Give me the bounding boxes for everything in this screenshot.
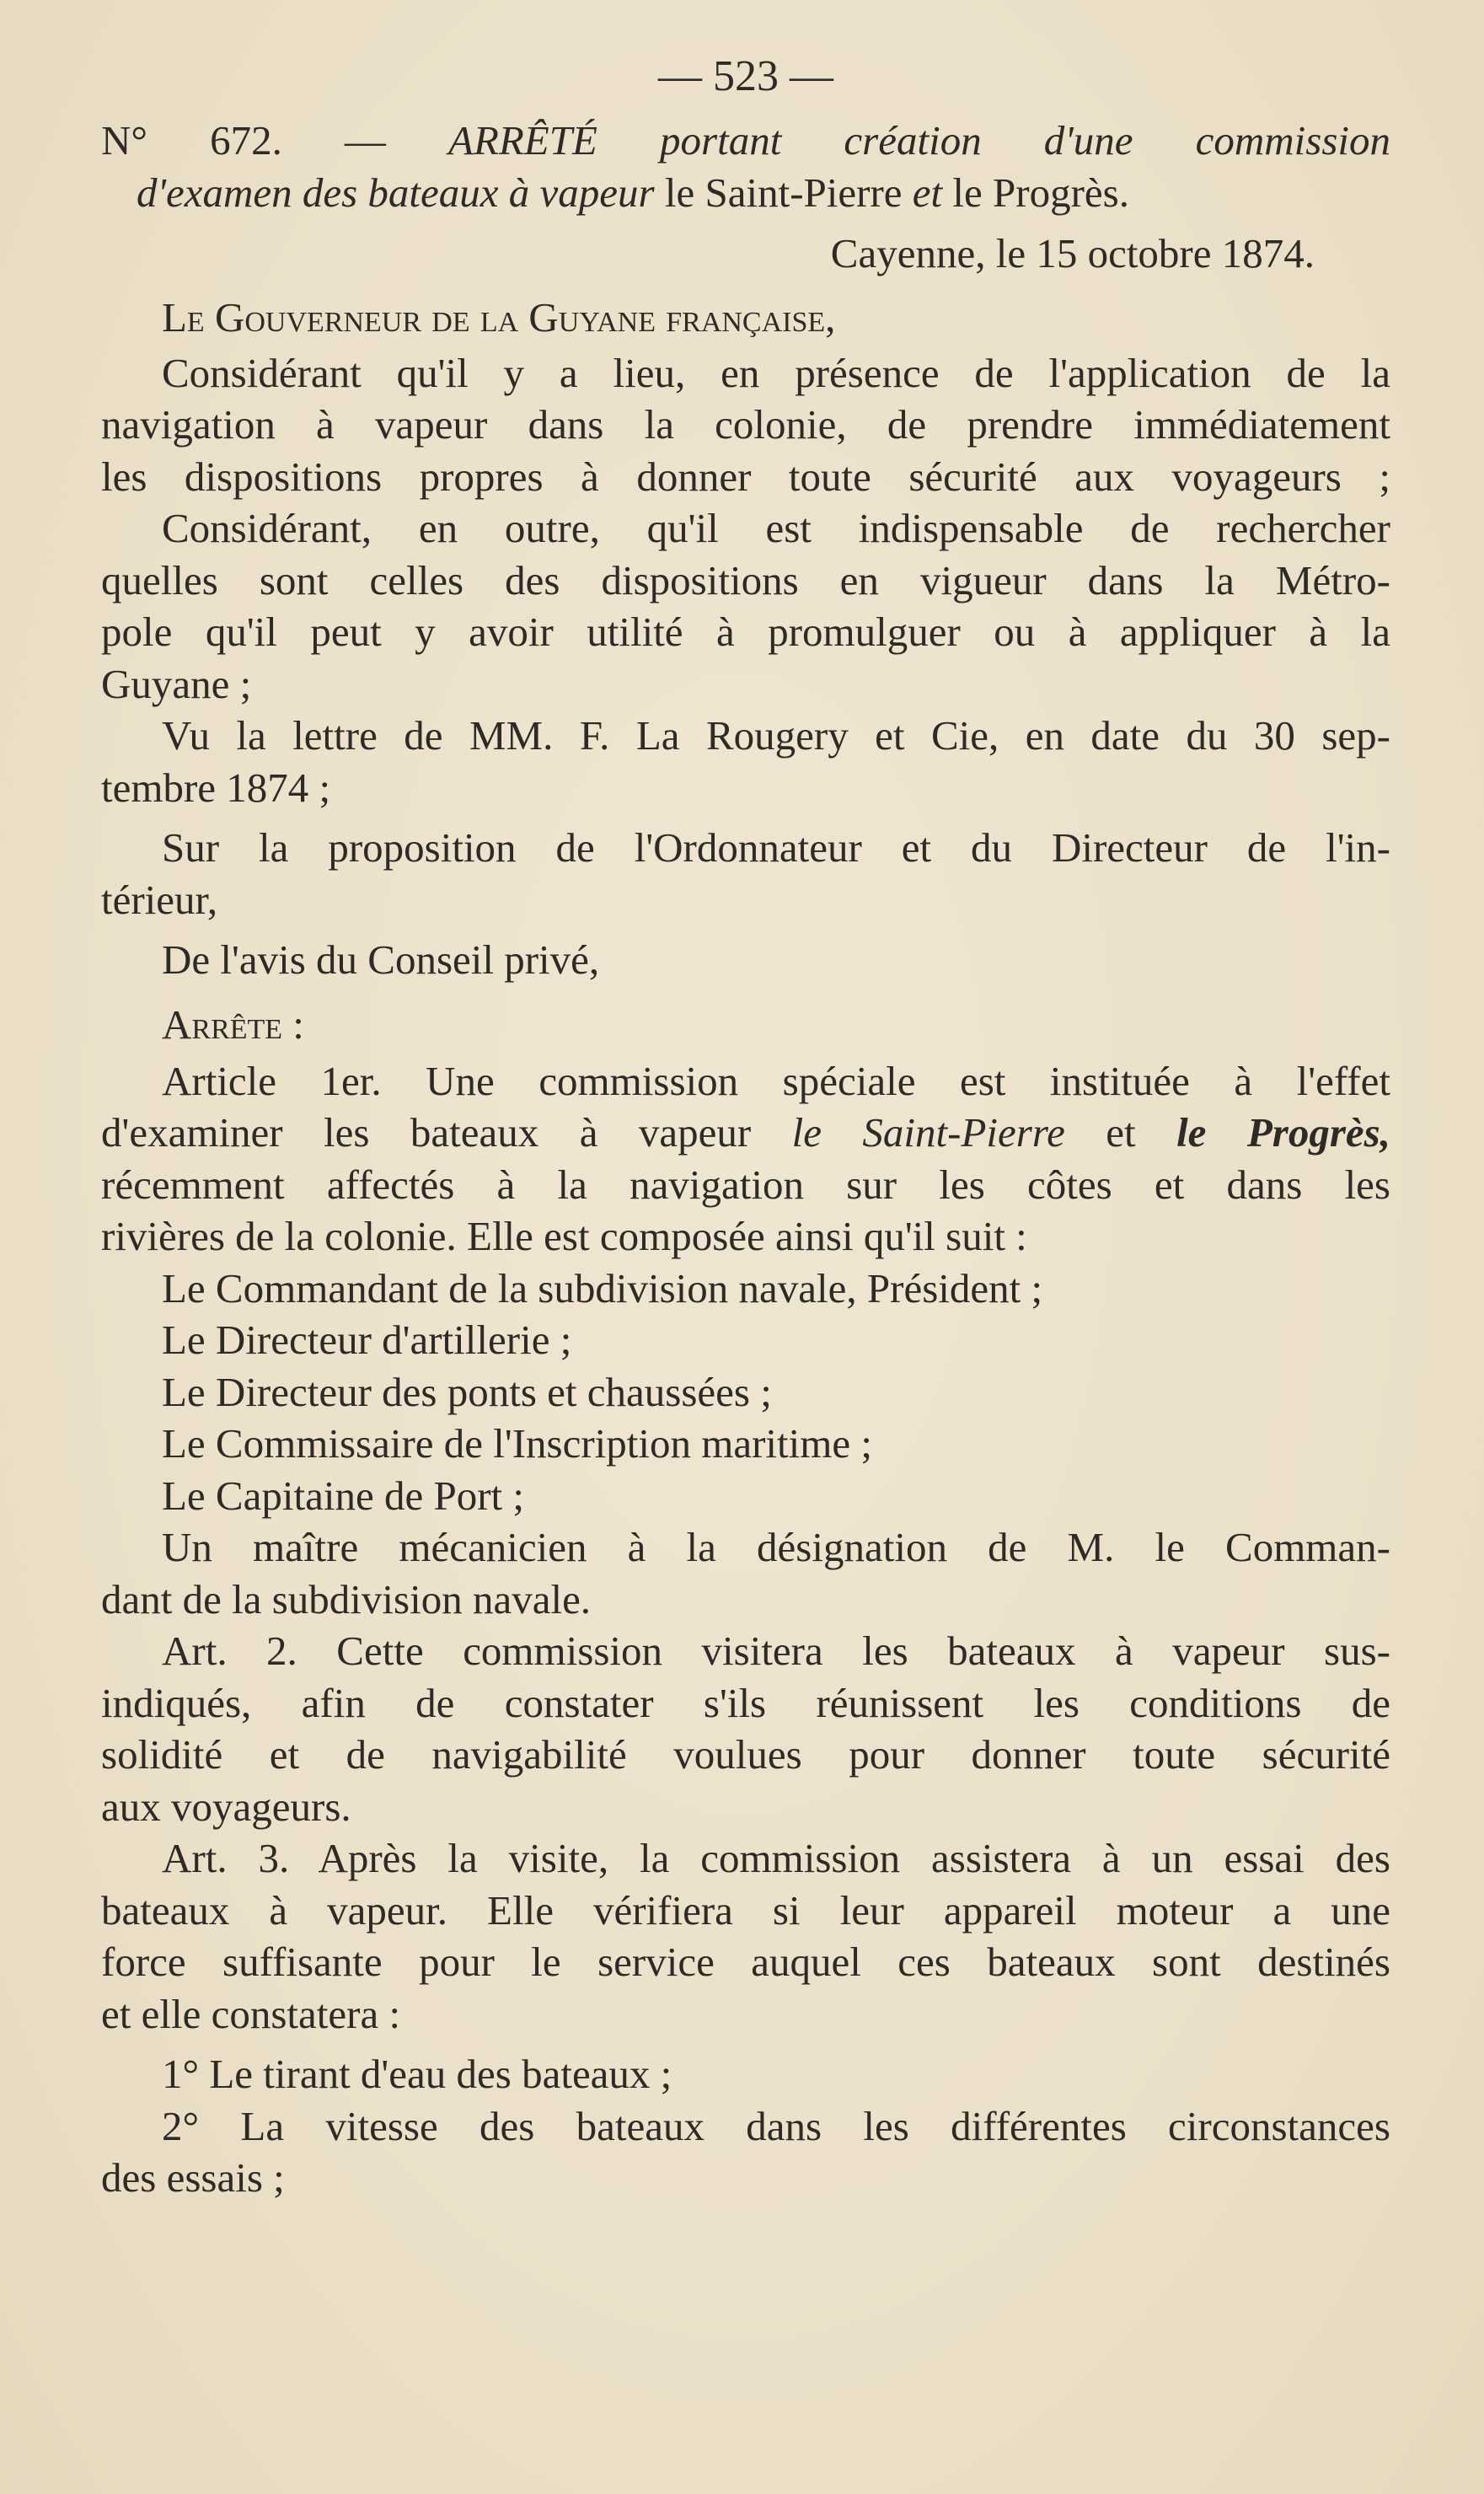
- text-line: indiqués, afin de constater s'ils réunissent les conditions de: [101, 1679, 1390, 1726]
- title-dash: —: [344, 117, 386, 164]
- opening-line: Le Gouverneur de la Guyane française,: [162, 293, 836, 341]
- page-number: — 523 —: [658, 52, 833, 100]
- text-line: Vu la lettre de MM. F. La Rougery et Cie, en date du 30 sep-: [162, 712, 1390, 759]
- title-text-2a: d'examen des bateaux à vapeur: [137, 169, 655, 216]
- text-line: 1° Le tirant d'eau des bateaux ;: [162, 2051, 672, 2097]
- text-line: Le Capitaine de Port ;: [162, 1472, 524, 1519]
- text-line: térieur,: [101, 876, 218, 923]
- text-line: bateaux à vapeur. Elle vérifiera si leur appareil moteur a une: [101, 1886, 1390, 1934]
- text-line: rivières de la colonie. Elle est composée ainsi qu'il suit :: [101, 1213, 1027, 1259]
- text-line: pole qu'il peut y avoir utilité à promulguer ou à appliquer à la: [101, 609, 1390, 655]
- document-body: [101, 51, 1390, 2204]
- text-line: Guyane ;: [101, 660, 252, 707]
- text-fragment: d'examiner les bateaux à vapeur: [101, 1109, 792, 1156]
- decree-number: N° 672.: [101, 117, 282, 164]
- text-line: les dispositions propres à donner toute sécurité aux voyageurs ;: [101, 453, 1390, 500]
- title-boat-2: le Progrès.: [952, 169, 1129, 216]
- text-line: tembre 1874 ;: [101, 764, 331, 811]
- text-line: Un maître mécanicien à la désignation de M. le Comman-: [162, 1524, 1390, 1570]
- text-line: 2° La vitesse des bateaux dans les différentes circonstances: [162, 2102, 1390, 2149]
- text-line: Le Directeur d'artillerie ;: [162, 1317, 572, 1363]
- text-line: dant de la subdivision navale.: [101, 1575, 592, 1622]
- text-line: Sur la proposition de l'Ordonnateur et du Directeur de l'in-: [162, 824, 1390, 871]
- title-boat-1: le Saint-Pierre: [664, 169, 903, 216]
- text-line: Article 1er. Une commission spéciale est instituée à l'effet: [162, 1057, 1390, 1104]
- text-line: et elle constatera :: [101, 1990, 401, 2037]
- text-line: navigation à vapeur dans la colonie, de prendre immédiatement: [101, 401, 1390, 448]
- text-line: Le Directeur des ponts et chaussées ;: [162, 1368, 772, 1415]
- text-line: solidité et de navigabilité voulues pour donner toute sécurité: [101, 1731, 1390, 1778]
- text-line: des essais ;: [101, 2154, 285, 2201]
- title-line-1: [101, 115, 1390, 167]
- title-arrete: ARRÊTÉ: [448, 117, 597, 164]
- title-text: portant création d'une commission: [660, 117, 1391, 164]
- text-line: [101, 1107, 1390, 1159]
- text-line: récemment affectés à la navigation sur les côtes et dans les: [101, 1161, 1390, 1208]
- text-line: Considérant qu'il y a lieu, en présence de l'application de la: [162, 349, 1390, 396]
- arrete-heading: Arrête :: [162, 1000, 304, 1048]
- title-text-2b: et: [912, 169, 943, 216]
- text-line: Le Commissaire de l'Inscription maritime ;: [162, 1420, 873, 1467]
- boat-name-saint-pierre: le Saint-Pierre: [791, 1109, 1065, 1156]
- boat-name-progres: le Progrès,: [1176, 1109, 1390, 1156]
- text-line: Art. 3. Après la visite, la commission assistera à un essai des: [162, 1835, 1390, 1881]
- text-line: De l'avis du Conseil privé,: [162, 936, 600, 983]
- text-line: aux voyageurs.: [101, 1783, 351, 1830]
- text-line: Art. 2. Cette commission visitera les bateaux à vapeur sus-: [162, 1628, 1390, 1674]
- text-line: quelles sont celles des dispositions en vigueur dans la Métro-: [101, 556, 1390, 603]
- text-line: Le Commandant de la subdivision navale, Président ;: [162, 1264, 1043, 1311]
- dateline: Cayenne, le 15 octobre 1874.: [830, 230, 1315, 276]
- text-line: Considérant, en outre, qu'il est indispensable de rechercher: [162, 505, 1390, 551]
- text-fragment: et: [1064, 1109, 1177, 1156]
- title-line-2: [101, 167, 1390, 219]
- text-line: force suffisante pour le service auquel ces bateaux sont destinés: [101, 1939, 1390, 1985]
